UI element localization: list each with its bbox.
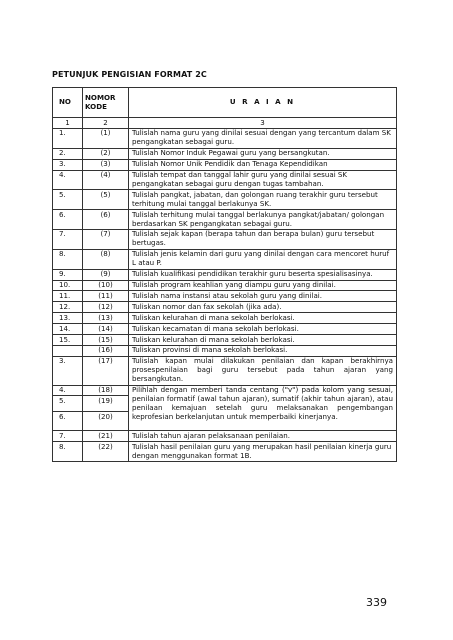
table-row <box>53 313 397 324</box>
table-row <box>53 210 397 230</box>
row-no: 8. <box>53 249 83 269</box>
row-no: 6. <box>53 412 83 431</box>
table-row <box>53 385 397 396</box>
row-uraian: Tulislah pangkat, jabatan, dan golongan ruang terakhir guru tersebut terhitung mulai tanggal berlakunya SK. <box>129 190 397 210</box>
row-no: 10. <box>53 280 83 291</box>
row-uraian: Tulislah tahun ajaran pelaksanaan penilaian. <box>129 431 397 442</box>
instruction-table <box>52 87 397 462</box>
row-uraian: Tuliskan provinsi di mana sekolah berlokasi. <box>129 345 397 356</box>
header-kode: NOMOR KODE <box>83 88 129 118</box>
row-uraian: Tulislah kualifikasi pendidikan terakhir guru beserta spesialisasinya. <box>129 269 397 280</box>
row-uraian: Tulislah sejak kapan (berapa tahun dan berapa bulan) guru tersebut bertugas. <box>129 229 397 249</box>
header-no: NO <box>53 88 83 118</box>
row-kode: (6) <box>83 210 129 230</box>
row-kode: (5) <box>83 190 129 210</box>
row-uraian: Tulislah hasil penilaian guru yang merupakan hasil penilaian kinerja guru dengan menggunakan format 1B. <box>129 442 397 462</box>
row-kode: (20) <box>83 412 129 431</box>
table-row <box>53 159 397 170</box>
column-number: 1 <box>53 118 83 129</box>
row-kode: (22) <box>83 442 129 462</box>
row-no: 12. <box>53 302 83 313</box>
row-uraian: Tulislah program keahlian yang diampu guru yang dinilai. <box>129 280 397 291</box>
row-no: 5. <box>53 190 83 210</box>
table-row <box>53 431 397 442</box>
row-no: 6. <box>53 210 83 230</box>
row-kode: (4) <box>83 170 129 190</box>
row-no: 1. <box>53 128 83 148</box>
table-row <box>53 229 397 249</box>
row-kode: (10) <box>83 280 129 291</box>
row-kode: (18) <box>83 385 129 396</box>
table-row <box>53 302 397 313</box>
row-uraian: Tuliskan kelurahan di mana sekolah berlokasi. <box>129 313 397 324</box>
column-number: 2 <box>83 118 129 129</box>
row-uraian: Tuliskan nomor dan fax sekolah (jika ada). <box>129 302 397 313</box>
row-no: 7. <box>53 431 83 442</box>
row-no: 9. <box>53 269 83 280</box>
row-no: 13. <box>53 313 83 324</box>
row-kode: (7) <box>83 229 129 249</box>
table-row <box>53 148 397 159</box>
row-uraian: Tuliskan kecamatan di mana sekolah berlokasi. <box>129 324 397 335</box>
row-kode: (11) <box>83 291 129 302</box>
table-row <box>53 269 397 280</box>
table-row <box>53 128 397 148</box>
row-kode: (13) <box>83 313 129 324</box>
table-row <box>53 190 397 210</box>
row-kode: (8) <box>83 249 129 269</box>
row-uraian: Tulislah jenis kelamin dari guru yang dinilai dengan cara mencoret huruf L atau P. <box>129 249 397 269</box>
row-no: 7. <box>53 229 83 249</box>
row-no: 4. <box>53 170 83 190</box>
row-kode: (19) <box>83 396 129 412</box>
row-kode: (21) <box>83 431 129 442</box>
table-row <box>53 291 397 302</box>
table-row <box>53 345 397 356</box>
document-heading: PETUNJUK PENGISIAN FORMAT 2C <box>52 70 207 79</box>
row-kode: (16) <box>83 345 129 356</box>
row-no: 4. <box>53 385 83 396</box>
row-kode: (15) <box>83 335 129 346</box>
row-uraian-merged: Pilihlah dengan memberi tanda centang ("v") pada kolom yang sesuai, penilaian formatif (awal tahun ajaran), sumatif (akhir tahun ajaran), atau penilaan kemajuan setelah guru melaksanakan pengembangan keprofesian berkelanjutan untuk memperbaiki kinerjanya. <box>129 385 397 431</box>
row-no: 8. <box>53 442 83 462</box>
table-row <box>53 356 397 385</box>
row-kode: (14) <box>83 324 129 335</box>
row-uraian: Tulislah terhitung mulai tanggal berlakunya pangkat/jabatan/ golongan berdasarkan SK pengangkatan sebagai guru. <box>129 210 397 230</box>
row-kode: (1) <box>83 128 129 148</box>
table-row <box>53 249 397 269</box>
header-uraian: U R A I A N <box>129 88 397 118</box>
row-uraian: Tulislah Nomor Unik Pendidik dan Tenaga Kependidikan <box>129 159 397 170</box>
row-kode: (2) <box>83 148 129 159</box>
table-row <box>53 170 397 190</box>
table-header-row <box>53 88 397 118</box>
row-uraian: Tulislah Nomor Induk Pegawai guru yang bersangkutan. <box>129 148 397 159</box>
row-no: 3. <box>53 356 83 385</box>
table-row <box>53 280 397 291</box>
row-kode: (12) <box>83 302 129 313</box>
table-row <box>53 324 397 335</box>
row-kode: (17) <box>83 356 129 385</box>
column-number: 3 <box>129 118 397 129</box>
row-no: 5. <box>53 396 83 412</box>
row-no: 14. <box>53 324 83 335</box>
row-uraian: Tulislah nama guru yang dinilai sesuai dengan yang tercantum dalam SK pengangkatan sebagai guru. <box>129 128 397 148</box>
row-uraian: Tulislah nama instansi atau sekolah guru yang dinilai. <box>129 291 397 302</box>
column-numbering-row <box>53 118 397 129</box>
row-kode: (3) <box>83 159 129 170</box>
row-no: 11. <box>53 291 83 302</box>
table-row <box>53 442 397 462</box>
row-uraian: Tuliskan kelurahan di mana sekolah berlokasi. <box>129 335 397 346</box>
row-no: 3. <box>53 159 83 170</box>
row-kode: (9) <box>83 269 129 280</box>
row-no <box>53 345 83 356</box>
table-row <box>53 335 397 346</box>
row-uraian: Tulislah kapan mulai dilakukan penilaian dan kapan berakhirnya prosespenilaian bagi guru tersebut pada tahun ajaran yang bersangkutan. <box>129 356 397 385</box>
page-number: 339 <box>366 596 387 609</box>
row-no: 15. <box>53 335 83 346</box>
row-no: 2. <box>53 148 83 159</box>
row-uraian: Tulislah tempat dan tanggal lahir guru yang dinilai sesuai SK pengangkatan sebagai guru dengan tugas tambahan. <box>129 170 397 190</box>
